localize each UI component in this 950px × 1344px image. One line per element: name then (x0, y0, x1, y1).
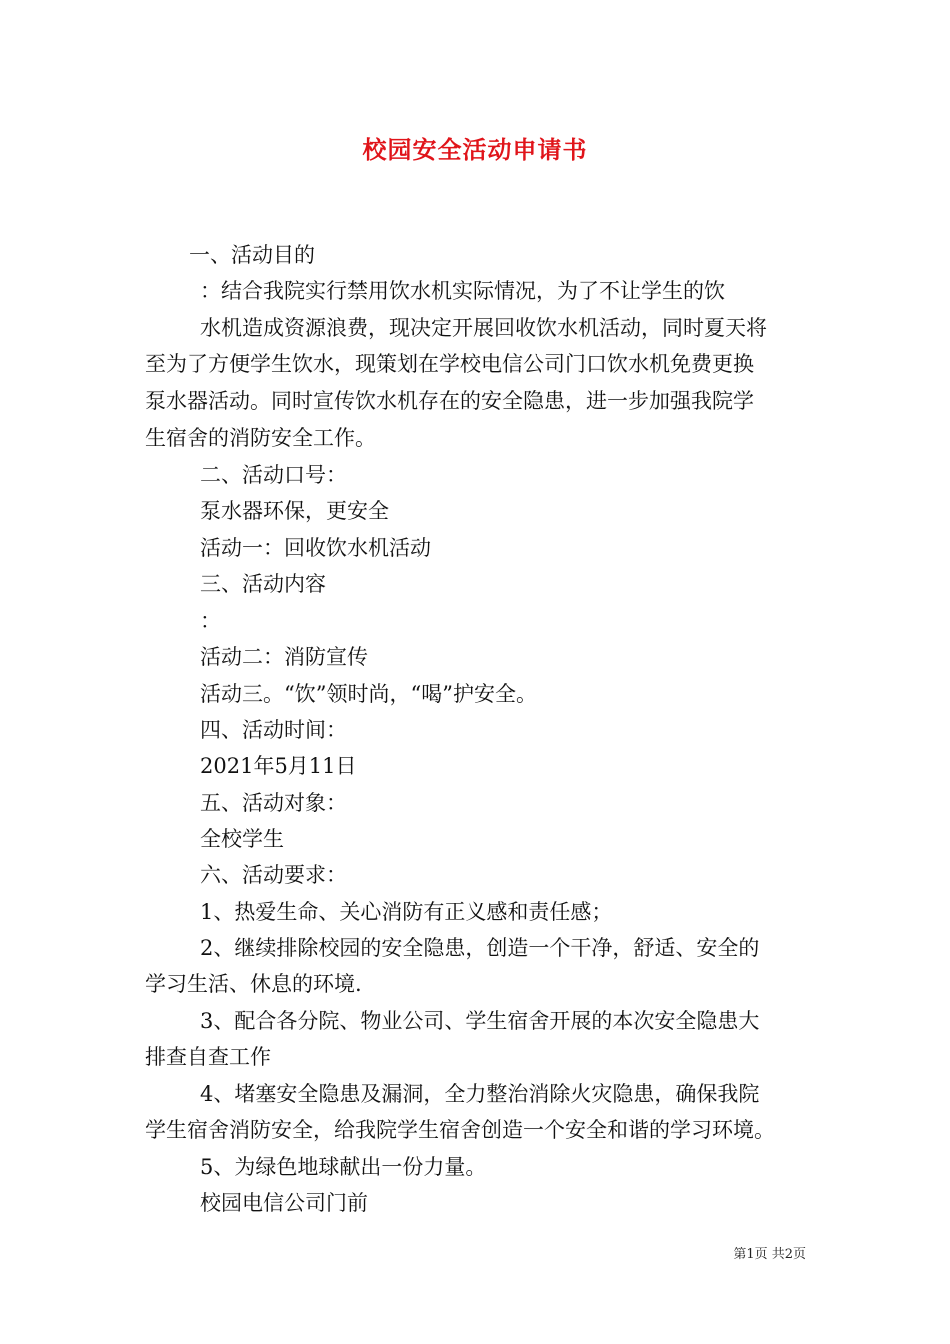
content-colon: ： (200, 609, 221, 633)
section-heading-time: 四、活动时间： (200, 718, 347, 742)
page-number: 第1页 共2页 (733, 1247, 806, 1262)
requirement-item: 2、继续排除校园的安全隐患，创造一个干净，舒适、安全的 (200, 936, 760, 960)
paragraph-line: ：结合我院实行禁用饮水机实际情况，为了不让学生的饮 (200, 279, 725, 303)
section-heading-purpose: 一、活动目的 (189, 243, 315, 267)
activity-one: 活动一：回收饮水机活动 (200, 536, 431, 560)
paragraph-line: 生宿舍的消防安全工作。 (145, 426, 376, 450)
section-heading-requirements: 六、活动要求： (200, 863, 347, 887)
audience-text: 全校学生 (200, 827, 284, 851)
requirement-item: 1、热爱生命、关心消防有正义感和责任感； (200, 900, 613, 924)
paragraph-line: 水机造成资源浪费，现决定开展回收饮水机活动，同时夏天将 (200, 316, 767, 340)
activity-date: 2021年5月11日 (200, 754, 357, 778)
activity-two: 活动二：消防宣传 (200, 645, 368, 669)
section-heading-slogan: 二、活动口号： (200, 463, 347, 487)
requirement-item: 5、为绿色地球献出一份力量。 (200, 1155, 487, 1179)
paragraph-line: 泵水器活动。同时宣传饮水机存在的安全隐患，进一步加强我院学 (145, 389, 754, 413)
activity-location: 校园电信公司门前 (200, 1191, 368, 1215)
requirement-item: 3、配合各分院、物业公司、学生宿舍开展的本次安全隐患大 (200, 1009, 760, 1033)
requirement-item-continued: 学习生活、休息的环境. (145, 972, 362, 996)
paragraph-line: 至为了方便学生饮水，现策划在学校电信公司门口饮水机免费更换 (145, 352, 754, 376)
section-heading-content: 三、活动内容 (200, 572, 326, 596)
requirement-item: 4、堵塞安全隐患及漏洞，全力整治消除火灾隐患，确保我院 (200, 1082, 760, 1106)
slogan-text: 泵水器环保，更安全 (200, 499, 389, 523)
section-heading-audience: 五、活动对象： (200, 791, 347, 815)
requirement-item-continued: 排查自查工作 (145, 1045, 271, 1069)
page-title: 校园安全活动申请书 (362, 135, 588, 164)
activity-three: 活动三。“饮”领时尚，“喝”护安全。 (200, 682, 537, 706)
requirement-item-continued: 学生宿舍消防安全，给我院学生宿舍创造一个安全和谐的学习环境。 (145, 1118, 775, 1142)
